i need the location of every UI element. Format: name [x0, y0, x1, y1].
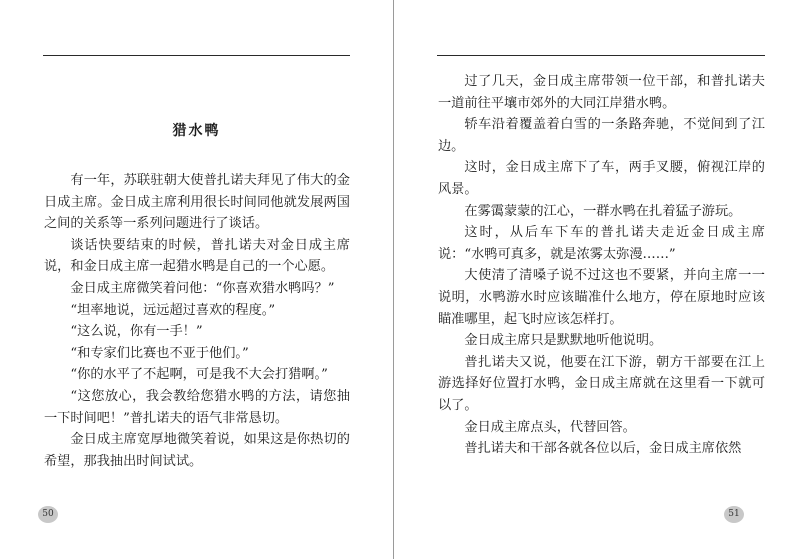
paragraph: 普扎诺夫又说，他要在江下游，朝方干部要在江上游选择好位置打水鸭，金日成主席就在这里看一下就可以了。	[438, 354, 765, 413]
paragraph: 在雾霭蒙蒙的江心，一群水鸭在扎着猛子游玩。	[464, 203, 742, 219]
paragraph: 金日成主席只是默默地听他说明。	[464, 333, 663, 349]
paragraph: 轿车沿着覆盖着白雪的一条路奔驰，不觉间到了江边。	[438, 117, 765, 154]
paragraph: 大使清了清嗓子说不过这也不要紧，并向主席一一说明，水鸭游水时应该瞄准什么地方，停在原地时应该瞄准哪里，起飞时应该怎样打。	[438, 268, 765, 327]
paragraph: 普扎诺夫和干部各就各位以后，金日成主席依然	[464, 441, 742, 457]
page-number: 51	[724, 506, 744, 523]
paragraph: “和专家们比赛也不亚于他们。”	[70, 345, 249, 361]
right-body-text	[438, 71, 765, 460]
paragraph: “坦率地说，远远超过喜欢的程度。”	[70, 302, 276, 318]
chapter-title: 猎水鸭	[172, 123, 221, 139]
header-rule	[43, 55, 350, 56]
paragraph: 过了几天，金日成主席带领一位干部，和普扎诺夫一道前往平壤市郊外的大同江岸猎水鸭。	[438, 74, 765, 111]
paragraph: “这您放心，我会教给您猎水鸭的方法，请您抽一下时间吧！”普扎诺夫的语气非常恳切。	[44, 388, 350, 426]
left-body-text	[44, 170, 350, 472]
paragraph: 金日成主席微笑着问他：“你喜欢猎水鸭吗？”	[70, 280, 335, 296]
right-page	[394, 0, 787, 559]
left-page	[0, 0, 393, 559]
paragraph: 这时，从后车下车的普扎诺夫走近金日成主席说：“水鸭可真多，就是浓雾太弥漫……”	[438, 225, 765, 262]
paragraph: 金日成主席宽厚地微笑着说，如果这是你热切的希望，那我抽出时间试试。	[44, 432, 350, 469]
paragraph: 金日成主席点头，代替回答。	[464, 419, 636, 435]
paragraph: 这时，金日成主席下了车，两手叉腰，俯视江岸的风景。	[438, 160, 765, 197]
paragraph: “你的水平了不起啊，可是我不大会打猎啊。”	[70, 367, 328, 383]
paragraph: 谈话快要结束的时候，普扎诺夫对金日成主席说，和金日成主席一起猎水鸭是自己的一个心愿。	[44, 237, 350, 275]
paragraph: 有一年，苏联驻朝大使普扎诺夫拜见了伟大的金日成主席。金日成主席利用很长时间同他就发展两国之间的关系等一系列问题进行了谈话。	[44, 173, 350, 232]
paragraph: “这么说，你有一手！”	[70, 324, 203, 340]
header-rule	[437, 55, 765, 56]
page-number: 50	[38, 506, 58, 523]
